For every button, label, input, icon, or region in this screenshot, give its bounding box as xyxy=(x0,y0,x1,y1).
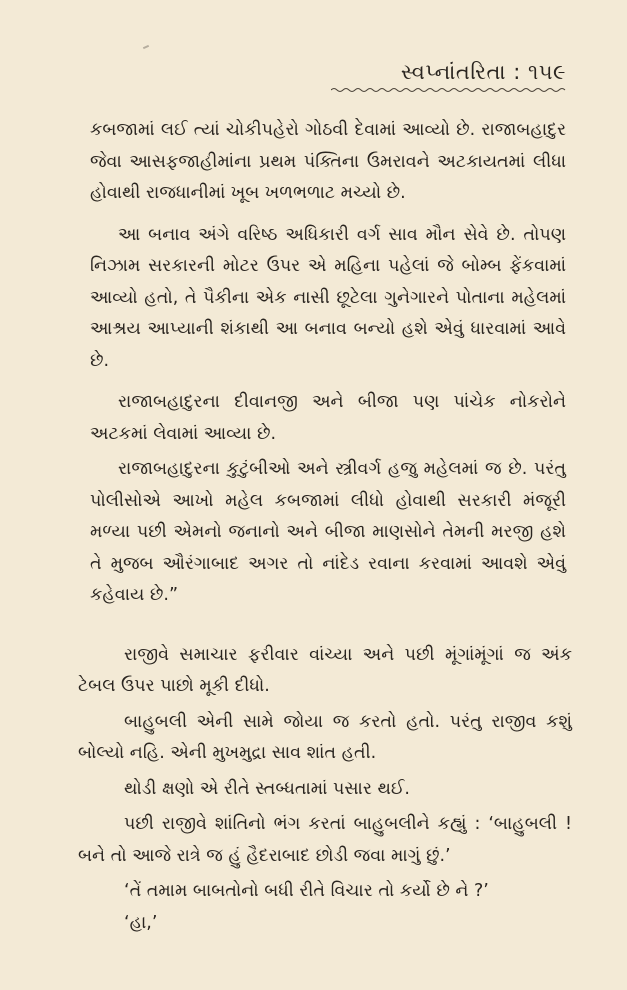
running-head xyxy=(78,60,566,93)
page-number: ૧૫૯ xyxy=(527,60,566,84)
narrative-text xyxy=(78,640,572,940)
section-gap xyxy=(78,622,572,640)
running-head-block xyxy=(331,60,566,93)
chapter-title: સ્વપ્નાંતરિતા xyxy=(400,60,507,84)
report-paragraph: કબજામાં લઈ ત્યાં ચોકીપહેરો ગોઠવી દેવામાં આવ્યો છે. રાજાબહાદુર જેવા આસફજાહીમાંના પ્રથમ પંક્તિના ઉમરાવને અટકાયતમાં લીધા હોવાથી રાજધાનીમાં ખૂબ ખળભળાટ મચ્યો છે. xyxy=(90,120,566,203)
paper-speck xyxy=(143,45,149,49)
report-paragraph: આ બનાવ અંગે વરિષ્ઠ અધિકારી વર્ગ સાવ મૌન સેવે છે. તોપણ નિઝામ સરકારની મોટર ઉપર એ મહિના પહેલાં જે બોમ્બ ફેંકવામાં આવ્યો હતો, તે પૈકીના એક નાસી છૂટેલા ગુનેગારને પોતાના મહેલમાં આશ્રય આપ્યાની શંકાથી આ બનાવ બન્યો હશે એવું ધારવામાં આવે છે. xyxy=(90,224,566,371)
report-paragraph: રાજાબહાદુરના કુટુંબીઓ અને સ્ત્રીવર્ગ હજુ મહેલમાં જ છે. પરંતુ પોલીસોએ આખો મહેલ કબજામાં લીધો હોવાથી સરકારી મંજૂરી મળ્યા પછી એમનો જનાનો અને બીજા માણસોને તેમની મરજી હશે તે મુજબ ઔરંગાબાદ અગર તો નાંદેડ રવાના કરવામાં આવશે એવું કહેવાય છે.” xyxy=(90,459,566,605)
dialogue-line: ‘હા,’ xyxy=(124,912,158,933)
quoted-news-report xyxy=(78,115,572,612)
narrative-paragraph: થોડી ક્ષણો એ રીતે સ્તબ્ધતામાં પસાર થઈ. xyxy=(124,778,410,799)
wavy-rule xyxy=(331,87,566,93)
separator: : xyxy=(513,60,521,84)
narrative-paragraph: રાજીવે સમાચાર ફરીવાર વાંચ્યા અને પછી મૂંગાંમૂંગાં જ અંક ટેબલ ઉપર પાછો મૂકી દીધો. xyxy=(78,644,572,696)
running-head-text xyxy=(331,60,566,85)
report-paragraph: રાજાબહાદુરના દીવાનજી અને બીજા પણ પાંચેક નોકરોને અટકમાં લેવામાં આવ્યા છે. xyxy=(90,392,566,444)
narrative-paragraph: બાહુબલી એની સામે જોયા જ કરતો હતો. પરંતુ રાજીવ કશું બોલ્યો નહિ. એની મુખમુદ્રા સાવ શાંત હતી. xyxy=(78,711,572,763)
dialogue-line: ‘તેં તમામ બાબતોનો બધી રીતે વિચાર તો કર્યો છે ને ?’ xyxy=(124,881,489,901)
narrative-paragraph: પછી રાજીવે શાંતિનો ભંગ કરતાં બાહુબલીને કહ્યું : ‘બાહુબલી ! બને તો આજે રાત્રે જ હું હૈદરાબાદ છોડી જવા માગું છું.’ xyxy=(78,814,572,866)
